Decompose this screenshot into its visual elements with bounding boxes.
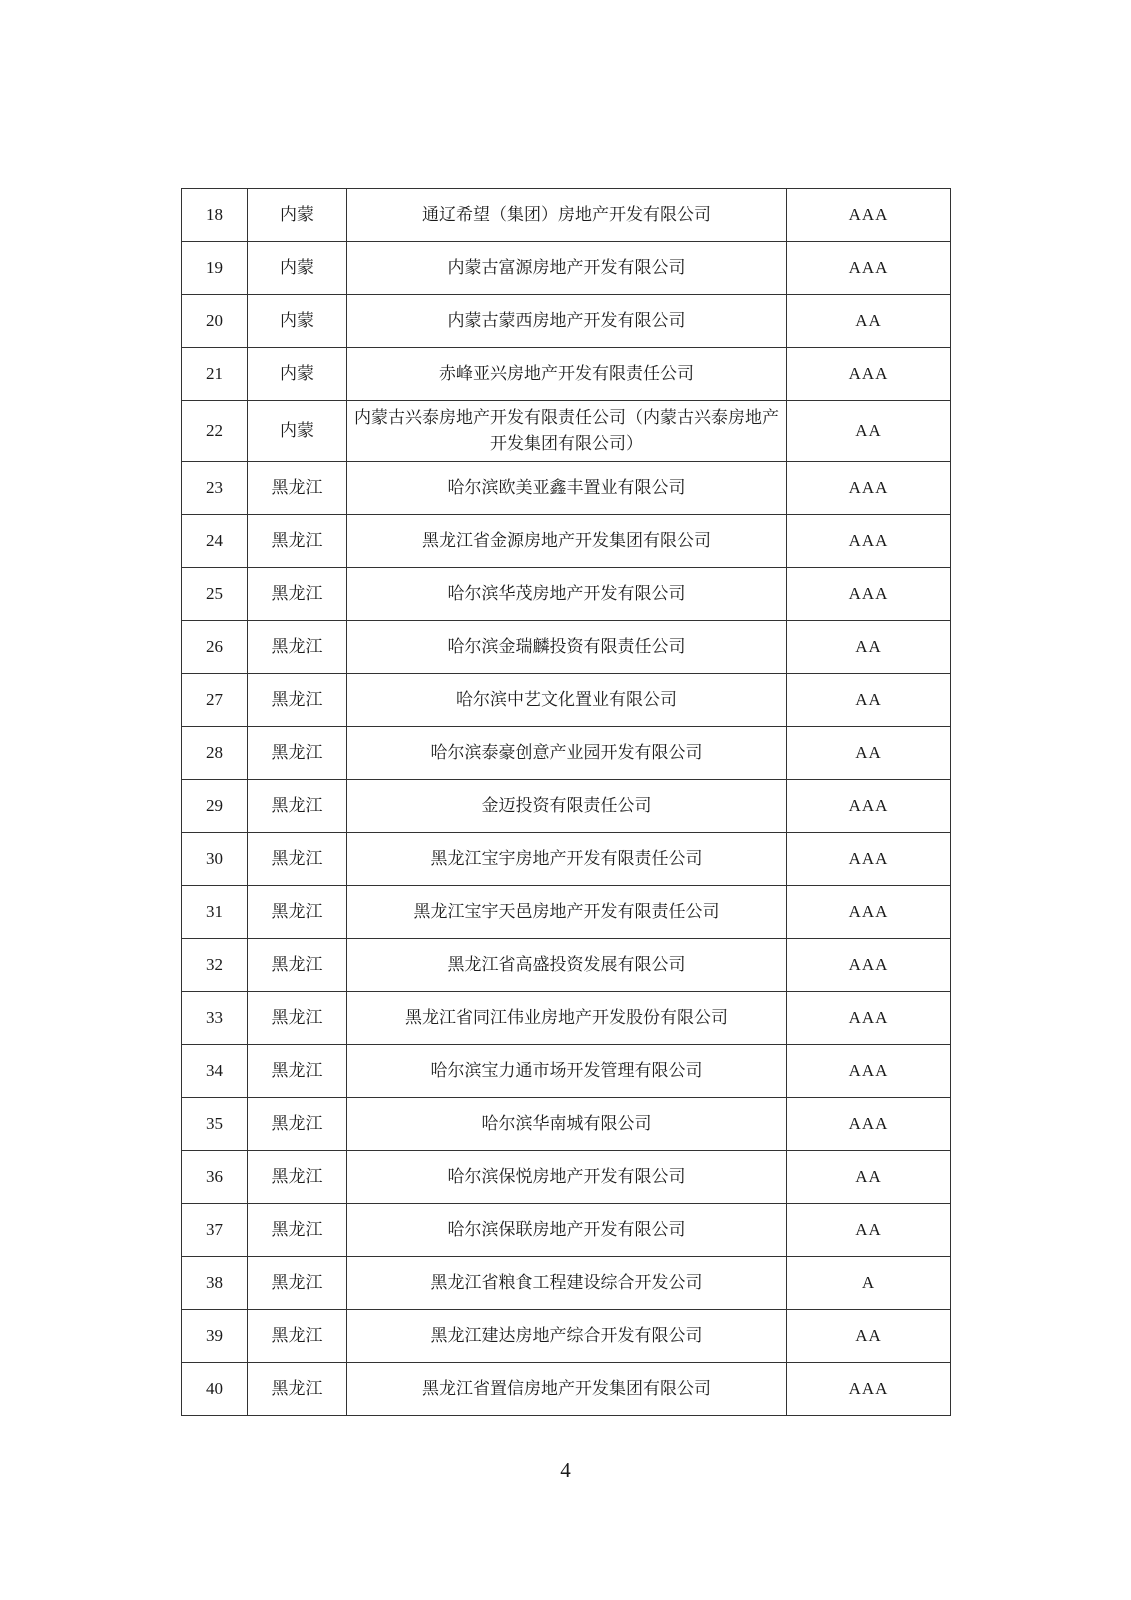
- row-company: 哈尔滨华南城有限公司: [347, 1098, 787, 1151]
- row-region: 黑龙江: [248, 1098, 347, 1151]
- row-company: 哈尔滨宝力通市场开发管理有限公司: [347, 1045, 787, 1098]
- table-row: [182, 1363, 951, 1416]
- row-region: 黑龙江: [248, 833, 347, 886]
- row-number: 25: [182, 568, 248, 621]
- row-region: 内蒙: [248, 242, 347, 295]
- table-row: [182, 1257, 951, 1310]
- table-row: [182, 674, 951, 727]
- row-rating: AAA: [787, 992, 951, 1045]
- row-rating: AAA: [787, 780, 951, 833]
- row-rating: AA: [787, 1204, 951, 1257]
- row-region: 黑龙江: [248, 1363, 347, 1416]
- row-rating: AA: [787, 674, 951, 727]
- row-rating: AAA: [787, 939, 951, 992]
- row-company: 哈尔滨保悦房地产开发有限公司: [347, 1151, 787, 1204]
- row-company: 黑龙江省粮食工程建设综合开发公司: [347, 1257, 787, 1310]
- table-row: [182, 886, 951, 939]
- row-region: 黑龙江: [248, 727, 347, 780]
- table-row: [182, 462, 951, 515]
- row-number: 28: [182, 727, 248, 780]
- row-rating: AAA: [787, 515, 951, 568]
- table-row: [182, 1151, 951, 1204]
- row-company: 内蒙古兴泰房地产开发有限责任公司（内蒙古兴泰房地产开发集团有限公司）: [347, 401, 787, 462]
- table-row: [182, 568, 951, 621]
- table-row: [182, 992, 951, 1045]
- row-region: 黑龙江: [248, 515, 347, 568]
- row-company: 赤峰亚兴房地产开发有限责任公司: [347, 348, 787, 401]
- table-row: [182, 242, 951, 295]
- table-row: [182, 621, 951, 674]
- row-region: 黑龙江: [248, 674, 347, 727]
- row-region: 内蒙: [248, 401, 347, 462]
- row-rating: AAA: [787, 1098, 951, 1151]
- row-rating: AAA: [787, 833, 951, 886]
- row-region: 黑龙江: [248, 568, 347, 621]
- row-number: 36: [182, 1151, 248, 1204]
- row-region: 黑龙江: [248, 1310, 347, 1363]
- row-number: 35: [182, 1098, 248, 1151]
- row-rating: AAA: [787, 568, 951, 621]
- table-row: [182, 401, 951, 462]
- row-company: 哈尔滨泰豪创意产业园开发有限公司: [347, 727, 787, 780]
- row-number: 33: [182, 992, 248, 1045]
- row-number: 37: [182, 1204, 248, 1257]
- row-number: 31: [182, 886, 248, 939]
- row-number: 32: [182, 939, 248, 992]
- row-rating: AA: [787, 1310, 951, 1363]
- row-company: 哈尔滨欧美亚鑫丰置业有限公司: [347, 462, 787, 515]
- row-rating: AA: [787, 1151, 951, 1204]
- row-company: 黑龙江省同江伟业房地产开发股份有限公司: [347, 992, 787, 1045]
- row-company: 哈尔滨华茂房地产开发有限公司: [347, 568, 787, 621]
- table-row: [182, 348, 951, 401]
- row-number: 22: [182, 401, 248, 462]
- row-region: 黑龙江: [248, 886, 347, 939]
- row-company: 内蒙古蒙西房地产开发有限公司: [347, 295, 787, 348]
- row-region: 黑龙江: [248, 1204, 347, 1257]
- table-row: [182, 1098, 951, 1151]
- row-rating: AAA: [787, 189, 951, 242]
- table-row: [182, 189, 951, 242]
- row-company: 通辽希望（集团）房地产开发有限公司: [347, 189, 787, 242]
- row-company: 黑龙江建达房地产综合开发有限公司: [347, 1310, 787, 1363]
- row-number: 23: [182, 462, 248, 515]
- row-rating: AA: [787, 621, 951, 674]
- row-number: 40: [182, 1363, 248, 1416]
- row-region: 黑龙江: [248, 939, 347, 992]
- row-number: 26: [182, 621, 248, 674]
- row-number: 34: [182, 1045, 248, 1098]
- table-row: [182, 1045, 951, 1098]
- table-row: [182, 1204, 951, 1257]
- company-rating-table: [181, 188, 951, 1416]
- row-number: 29: [182, 780, 248, 833]
- row-company: 金迈投资有限责任公司: [347, 780, 787, 833]
- row-company: 黑龙江省金源房地产开发集团有限公司: [347, 515, 787, 568]
- row-company: 哈尔滨保联房地产开发有限公司: [347, 1204, 787, 1257]
- row-region: 内蒙: [248, 189, 347, 242]
- row-company: 黑龙江宝宇房地产开发有限责任公司: [347, 833, 787, 886]
- table-row: [182, 833, 951, 886]
- row-number: 20: [182, 295, 248, 348]
- row-region: 黑龙江: [248, 1045, 347, 1098]
- row-number: 19: [182, 242, 248, 295]
- row-rating: AAA: [787, 1045, 951, 1098]
- row-number: 27: [182, 674, 248, 727]
- row-number: 39: [182, 1310, 248, 1363]
- row-region: 黑龙江: [248, 621, 347, 674]
- row-rating: AAA: [787, 886, 951, 939]
- row-region: 黑龙江: [248, 992, 347, 1045]
- row-rating: AA: [787, 401, 951, 462]
- row-rating: A: [787, 1257, 951, 1310]
- table-row: [182, 295, 951, 348]
- row-company: 哈尔滨中艺文化置业有限公司: [347, 674, 787, 727]
- row-number: 24: [182, 515, 248, 568]
- row-number: 30: [182, 833, 248, 886]
- row-company: 黑龙江省高盛投资发展有限公司: [347, 939, 787, 992]
- table-body: [182, 189, 951, 1416]
- row-rating: AAA: [787, 462, 951, 515]
- table-row: [182, 727, 951, 780]
- row-number: 21: [182, 348, 248, 401]
- row-company: 内蒙古富源房地产开发有限公司: [347, 242, 787, 295]
- page-number: 4: [560, 1458, 571, 1482]
- row-rating: AA: [787, 727, 951, 780]
- row-number: 18: [182, 189, 248, 242]
- row-rating: AAA: [787, 1363, 951, 1416]
- row-company: 黑龙江省置信房地产开发集团有限公司: [347, 1363, 787, 1416]
- table-row: [182, 515, 951, 568]
- row-region: 内蒙: [248, 295, 347, 348]
- row-region: 黑龙江: [248, 462, 347, 515]
- row-region: 黑龙江: [248, 780, 347, 833]
- row-region: 内蒙: [248, 348, 347, 401]
- row-region: 黑龙江: [248, 1151, 347, 1204]
- row-rating: AA: [787, 295, 951, 348]
- table-row: [182, 939, 951, 992]
- row-rating: AAA: [787, 242, 951, 295]
- table-row: [182, 780, 951, 833]
- row-rating: AAA: [787, 348, 951, 401]
- row-region: 黑龙江: [248, 1257, 347, 1310]
- row-company: 黑龙江宝宇天邑房地产开发有限责任公司: [347, 886, 787, 939]
- row-number: 38: [182, 1257, 248, 1310]
- row-company: 哈尔滨金瑞麟投资有限责任公司: [347, 621, 787, 674]
- table-row: [182, 1310, 951, 1363]
